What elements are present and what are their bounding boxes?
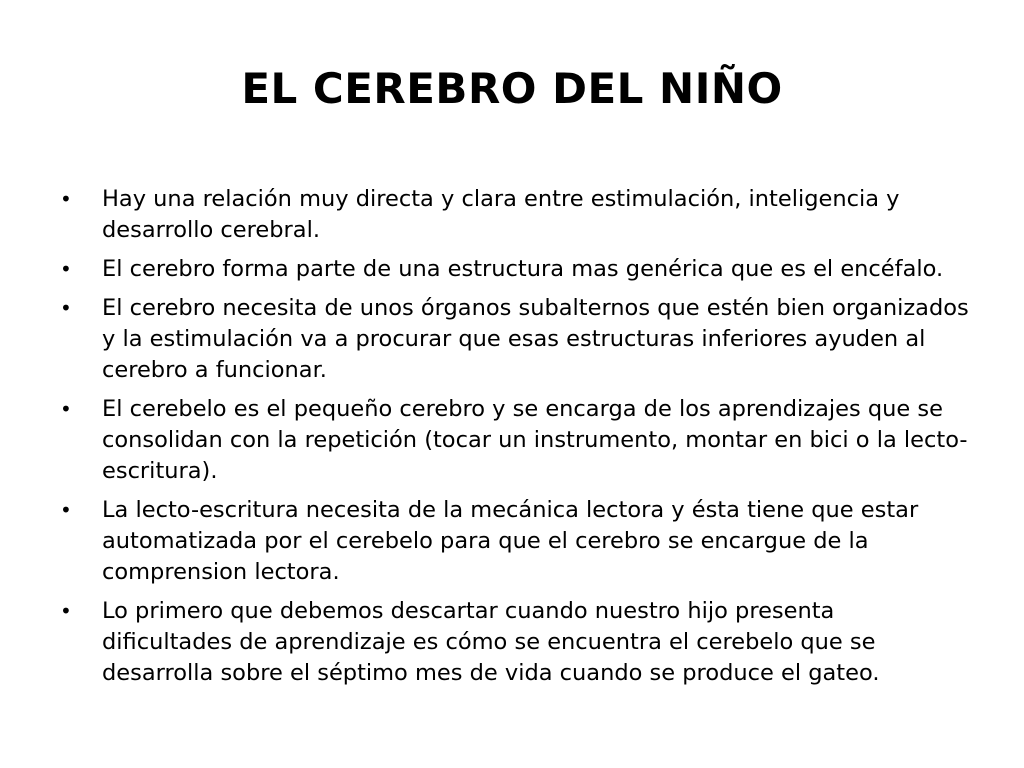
- bullet-item: [60, 293, 970, 386]
- bullet-text: El cerebro necesita de unos órganos subalternos que estén bien organizados y la estimulación va a procurar que esas estructuras inferiores ayuden al cerebro a funcionar.: [102, 295, 969, 383]
- slide-title: EL CEREBRO DEL NIÑO: [241, 64, 783, 113]
- bullet-item: [60, 495, 970, 588]
- bullet-icon: •: [60, 257, 72, 281]
- bullet-icon: •: [60, 498, 72, 522]
- bullet-text: Lo primero que debemos descartar cuando nuestro hijo presenta dificultades de aprendizaje es cómo se encuentra el cerebelo que se desarrolla sobre el séptimo mes de vida cuando se produce el gateo.: [102, 598, 880, 686]
- bullet-text: El cerebelo es el pequeño cerebro y se encarga de los aprendizajes que se consolidan con la repetición (tocar un instrumento, montar en bici o la lecto-escritura).: [102, 396, 968, 484]
- bullet-item: [60, 254, 970, 285]
- bullet-icon: •: [60, 187, 72, 211]
- bullet-icon: •: [60, 296, 72, 320]
- bullet-text: Hay una relación muy directa y clara entre estimulación, inteligencia y desarrollo cerebral.: [102, 186, 900, 243]
- bullet-list: [60, 184, 970, 697]
- bullet-text: La lecto-escritura necesita de la mecánica lectora y ésta tiene que estar automatizada por el cerebelo para que el cerebro se encargue de la comprension lectora.: [102, 497, 919, 585]
- bullet-item: [60, 184, 970, 246]
- bullet-item: [60, 394, 970, 487]
- bullet-item: [60, 596, 970, 689]
- bullet-icon: •: [60, 599, 72, 623]
- bullet-text: El cerebro forma parte de una estructura mas genérica que es el encéfalo.: [102, 256, 944, 282]
- bullet-icon: •: [60, 397, 72, 421]
